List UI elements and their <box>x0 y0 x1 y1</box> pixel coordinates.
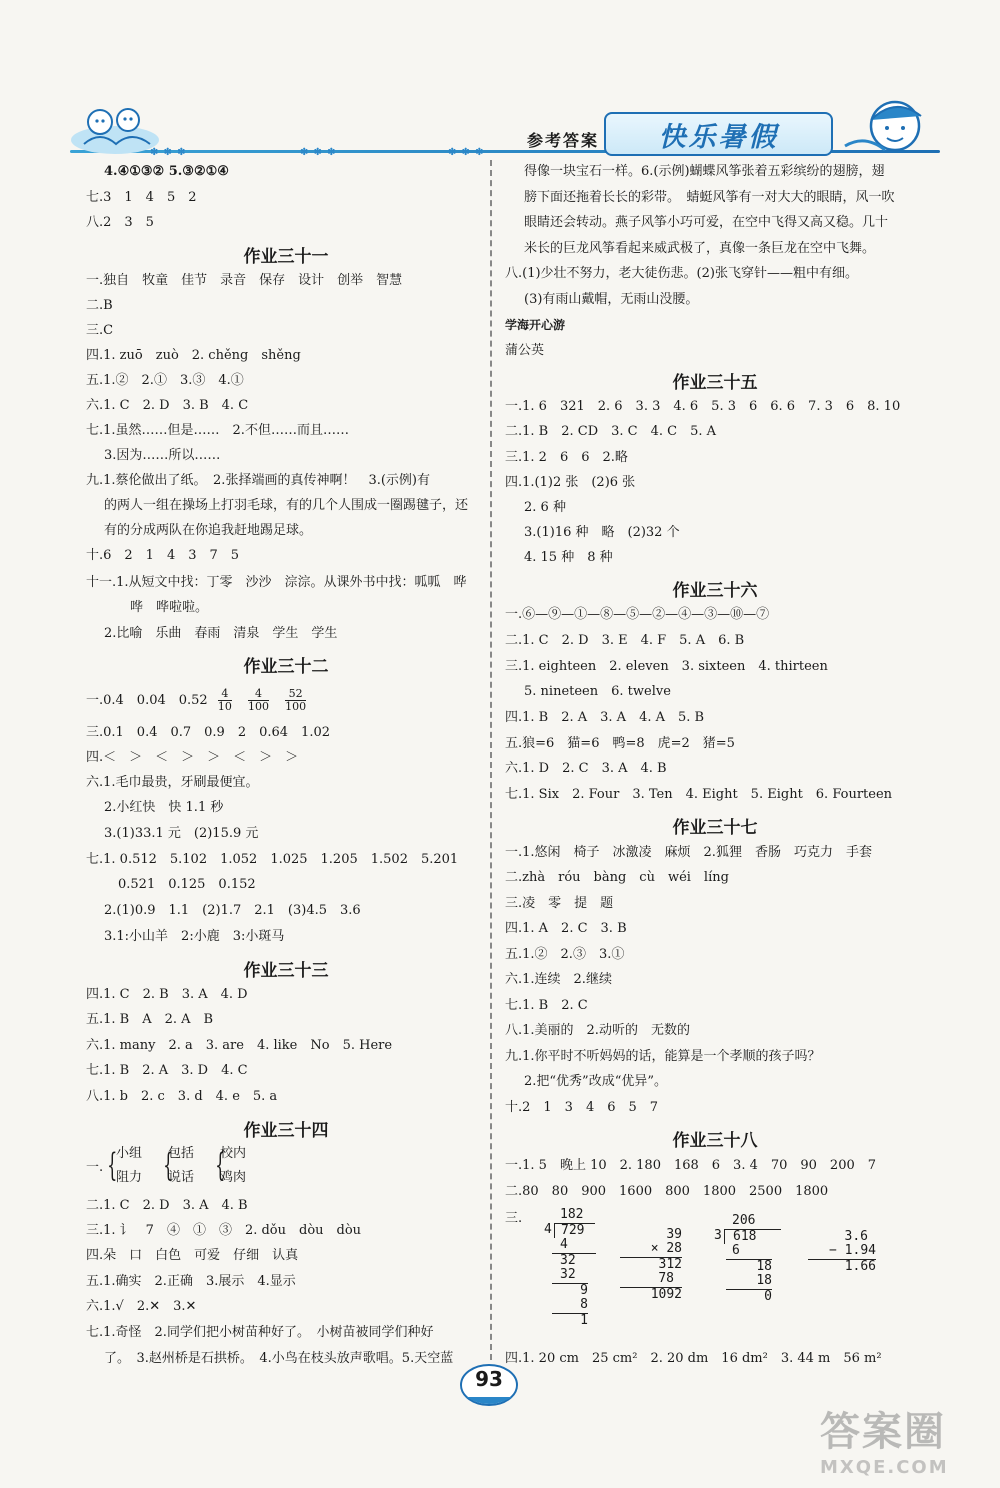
answer-line: 七.1. 0.512 5.102 1.052 1.025 1.205 1.502 5.201 <box>86 852 459 867</box>
watermark-main: 答案圈 <box>820 1409 946 1455</box>
answer-line: 四.＜ ＞ ＜ ＞ ＞ ＜ ＞ ＞ <box>86 750 299 765</box>
answer-line: 眼睛还会转动。燕子风筝小巧可爱，在空中飞得又高又稳。几十 <box>524 215 889 230</box>
answer-line: 二.80 80 900 1600 800 1800 2500 1800 <box>505 1184 829 1199</box>
answer-line: 三.1. eighteen 2. eleven 3. sixteen 4. thirteen <box>505 659 828 674</box>
step: 32 <box>560 1267 576 1282</box>
brace-icon: { <box>163 1146 174 1184</box>
answer-line: 米长的巨龙风筝看起来威武极了，真像一条巨龙在空中飞舞。 <box>524 241 876 256</box>
fraction <box>285 688 306 713</box>
answer-line: 3.因为……所以…… <box>104 448 221 463</box>
section-title: 作业三十四 <box>243 1121 329 1141</box>
quotient: 182 <box>560 1207 584 1222</box>
quotient: 206 <box>732 1213 756 1228</box>
answer-line: 三. <box>505 1211 523 1226</box>
operand: 39 <box>666 1227 682 1242</box>
answer-line: 了。 3.赵州桥是石拱桥。 4.小鸟在枝头放声歌唱。5.天空蓝 <box>104 1351 454 1366</box>
fraction <box>218 688 232 713</box>
answer-text: 校内 <box>220 1146 247 1161</box>
step: 6 <box>732 1243 740 1258</box>
answer-line: 四.1.(1)2 张 (2)6 张 <box>505 475 636 490</box>
long-division <box>712 1213 772 1326</box>
fraction <box>248 688 269 713</box>
answer-line: 蒲公英 <box>505 343 545 358</box>
answer-line: 五.1.② 2.① 3.③ 4.① <box>86 373 244 388</box>
numerator: 52 <box>285 688 306 701</box>
answer-line: 七.1.虽然……但是…… 2.不但……而且…… <box>86 423 349 438</box>
answer-line: 4.④①③② 5.③②①④ <box>104 164 229 179</box>
answer-line: 六.1. D 2. C 3. A 4. B <box>505 761 667 776</box>
product: 1092 <box>620 1287 682 1302</box>
column-divider <box>490 160 492 1360</box>
answer-line: 2.小红快 快 1.1 秒 <box>104 800 224 815</box>
section-title: 作业三十一 <box>243 247 329 267</box>
step: 8 <box>580 1297 588 1312</box>
answer-line <box>86 688 312 713</box>
remainder: 1 <box>552 1313 588 1328</box>
answer-line: 0.521 0.125 0.152 <box>118 877 256 892</box>
answer-line: 六.1.毛巾最贵，牙刷最便宜。 <box>86 775 259 790</box>
dividend: 729 <box>554 1223 595 1238</box>
answer-line: 四.朵 口 白色 可爱 仔细 认真 <box>86 1248 299 1263</box>
numerator: 4 <box>248 688 269 701</box>
answer-line: 三.1. 2 6 6 2.略 <box>505 450 628 465</box>
answer-line: 一.1. 5 晚上 10 2. 180 168 6 3. 4 70 90 200 7 <box>505 1158 877 1173</box>
answer-line: 八.1. b 2. c 3. d 4. e 5. a <box>86 1089 278 1104</box>
answer-line: 的两人一组在操场上打羽毛球，有的几个人围成一圈踢毽子，还 <box>104 498 469 513</box>
answer-text: 一. <box>86 1160 104 1175</box>
vertical-multiplication <box>620 1227 682 1312</box>
answer-line: 有的分成两队在你追我赶地踢足球。 <box>104 523 313 538</box>
numerator: 4 <box>218 688 232 701</box>
answer-line: 二.1. C 2. D 3. A 4. B <box>86 1198 248 1213</box>
answer-line: 一.1. 6 321 2. 6 3. 3 4. 6 5. 3 6 6. 6 7. 3 6 8. 10 <box>505 399 901 414</box>
answer-line: 七.1.奇怪 2.同学们把小树苗种好了。 小树苗被同学们种好 <box>86 1325 434 1340</box>
watermark-url: MXQE.COM <box>820 1457 949 1478</box>
brace-icon: { <box>107 1146 118 1184</box>
answer-line: 哗 哗啦啦。 <box>130 600 209 615</box>
section-title: 作业三十六 <box>672 581 758 601</box>
answer-text: 说话 <box>168 1170 195 1185</box>
divisor: 4 <box>544 1222 552 1237</box>
answer-line: 七.1. B 2. A 3. D 4. C <box>86 1063 248 1078</box>
answer-text: 小组 <box>116 1146 143 1161</box>
answer-line: 四.1. C 2. B 3. A 4. D <box>86 987 248 1002</box>
long-division <box>542 1207 588 1348</box>
partial: 78 <box>658 1271 674 1286</box>
cartoon-boy-icon <box>835 94 940 156</box>
answer-line: 五.1.确实 2.正确 3.展示 4.显示 <box>86 1274 296 1289</box>
answer-line: 三.凌 零 提 题 <box>505 896 614 911</box>
answer-line: 膀下面还拖着长长的彩带。 蜻蜓风筝有一对大大的眼睛，风一吹 <box>524 190 895 205</box>
answer-line: 三.C <box>86 323 114 338</box>
answer-line: 七.3 1 4 5 2 <box>86 190 197 205</box>
answer-text: 阻力 <box>116 1170 143 1185</box>
section-title: 作业三十二 <box>243 657 329 677</box>
answer-line: 六.1.连续 2.继续 <box>505 972 612 987</box>
answer-text: 鸡肉 <box>220 1170 247 1185</box>
answer-line: 六.1. C 2. D 3. B 4. C <box>86 398 249 413</box>
section-title: 作业三十七 <box>672 818 758 838</box>
answer-line: 3.(1)33.1 元 (2)15.9 元 <box>104 826 259 841</box>
step: 9 <box>552 1283 588 1298</box>
answer-line: 十.2 1 3 4 6 5 7 <box>505 1100 659 1115</box>
answer-line: 七.1. Six 2. Four 3. Ten 4. Eight 5. Eight 6. Fourteen <box>505 787 893 802</box>
denominator: 100 <box>247 700 269 713</box>
page-number-text: 93 <box>475 1367 503 1391</box>
difference: 1.66 <box>808 1259 876 1274</box>
answer-line: 得像一块宝石一样。6.(示例)蝴蝶风筝张着五彩缤纷的翅膀，翅 <box>524 164 885 179</box>
denominator: 100 <box>285 700 307 713</box>
answer-line: 八.2 3 5 <box>86 215 154 230</box>
section-title: 作业三十三 <box>243 961 329 981</box>
answer-line: 五.狼=6 猫=6 鸭=8 虎=2 猪=5 <box>505 736 735 751</box>
answer-line: (3)有雨山戴帽，无雨山没腰。 <box>524 292 699 307</box>
answer-line: 十.6 2 1 4 3 7 5 <box>86 548 240 563</box>
divisor: 3 <box>714 1228 722 1243</box>
answer-line: 二.1. C 2. D 3. E 4. F 5. A 6. B <box>505 633 745 648</box>
answer-line: 四.1. zuō zuò 2. chěng shěng <box>86 348 301 363</box>
operand: × 28 <box>650 1241 682 1256</box>
answer-line: 5. nineteen 6. twelve <box>524 684 671 699</box>
step: 4 <box>560 1237 568 1252</box>
answer-line: 八.(1)少壮不努力，老大徒伤悲。(2)张飞穿针——粗中有细。 <box>505 266 858 281</box>
answer-line: 三.0.1 0.4 0.7 0.9 2 0.64 1.02 <box>86 725 330 740</box>
header-dots: ✽ ✽ ✽ <box>448 147 485 158</box>
header-dots: ✽ ✽ ✽ <box>150 147 187 158</box>
answer-line: 九.1.蔡伦做出了纸。 2.张择端画的真传神啊！ 3.(示例)有 <box>86 473 430 488</box>
answer-line: 三.1. 讠 7 ④ ① ③ 2. dǒu dòu dòu <box>86 1223 362 1238</box>
header-label: 参考答案 <box>527 131 600 150</box>
operand: 3.6 <box>844 1229 868 1244</box>
cartoon-children-icon <box>70 100 160 155</box>
answer-line: 二.B <box>86 298 113 313</box>
answer-line: 四.1. B 2. A 3. A 4. A 5. B <box>505 710 705 725</box>
step: 32 <box>552 1253 596 1268</box>
section-title: 作业三十五 <box>672 373 758 393</box>
header-dots: ✽ ✽ ✽ <box>300 147 337 158</box>
dividend: 618 <box>724 1229 781 1244</box>
answer-line: 3.1:小山羊 2:小鹿 3:小斑马 <box>104 929 285 944</box>
answer-line: 六.1.√ 2.✕ 3.✕ <box>86 1299 197 1314</box>
answer-line: 十一.1.从短文中找：丁零 沙沙 淙淙。从课外书中找：呱呱 哗 <box>86 575 467 590</box>
remainder: 0 <box>726 1289 772 1304</box>
answer-line: 五.1. B A 2. A B <box>86 1012 214 1027</box>
answer-line: 七.1. B 2. C <box>505 998 588 1013</box>
step: 18 <box>726 1259 772 1274</box>
answer-line: 九.1.你平时不听妈妈的话，能算是一个孝顺的孩子吗？ <box>505 1049 821 1064</box>
answer-line: 二.1. B 2. CD 3. C 4. C 5. A <box>505 424 717 439</box>
answer-line: 四.1. 20 cm 25 cm² 2. 20 dm 16 dm² 3. 44 m 56 m² <box>505 1351 882 1366</box>
step: 18 <box>756 1273 772 1288</box>
answer-line: 2.比喻 乐曲 春雨 清泉 学生 学生 <box>104 626 338 641</box>
answer-line: 4. 15 种 8 种 <box>524 550 613 565</box>
answer-line: 四.1. A 2. C 3. B <box>505 921 627 936</box>
answer-line: 一.⑥—⑨—①—⑧—⑤—②—④—③—⑩—⑦ <box>505 607 770 622</box>
header-title: 快乐暑假 <box>604 112 833 156</box>
section-title: 作业三十八 <box>672 1131 758 1151</box>
answer-line: 五.1.② 2.③ 3.① <box>505 947 625 962</box>
vertical-subtraction <box>808 1229 876 1286</box>
answer-line: 2.把“优秀”改成“优异”。 <box>524 1074 667 1089</box>
answer-line: 学海开心游 <box>505 318 566 332</box>
answer-text: 一.0.4 0.04 0.52 <box>86 693 208 708</box>
brace-icon: { <box>215 1146 226 1184</box>
answer-line: 二.zhà róu bàng cù wéi líng <box>505 870 729 885</box>
answer-line: 3.(1)16 种 略 (2)32 个 <box>524 525 680 540</box>
partial: 312 <box>620 1257 682 1272</box>
watermark-logo <box>820 1400 990 1480</box>
answer-line: 一.1.悠闲 椅子 冰激凌 麻烦 2.狐狸 香肠 巧克力 手套 <box>505 845 872 860</box>
answer-line: 2. 6 种 <box>524 500 566 515</box>
denominator: 10 <box>217 700 232 713</box>
answer-line: 2.(1)0.9 1.1 (2)1.7 2.1 (3)4.5 3.6 <box>104 903 361 918</box>
answer-line: 六.1. many 2. a 3. are 4. like No 5. Here <box>86 1038 393 1053</box>
operand: − 1.94 <box>829 1243 876 1258</box>
answer-text: 包括 <box>168 1146 195 1161</box>
answer-line: 八.1.美丽的 2.动听的 无数的 <box>505 1023 690 1038</box>
page-number <box>458 1363 520 1407</box>
answer-line: 一.独自 牧童 佳节 录音 保存 设计 创举 智慧 <box>86 273 403 288</box>
